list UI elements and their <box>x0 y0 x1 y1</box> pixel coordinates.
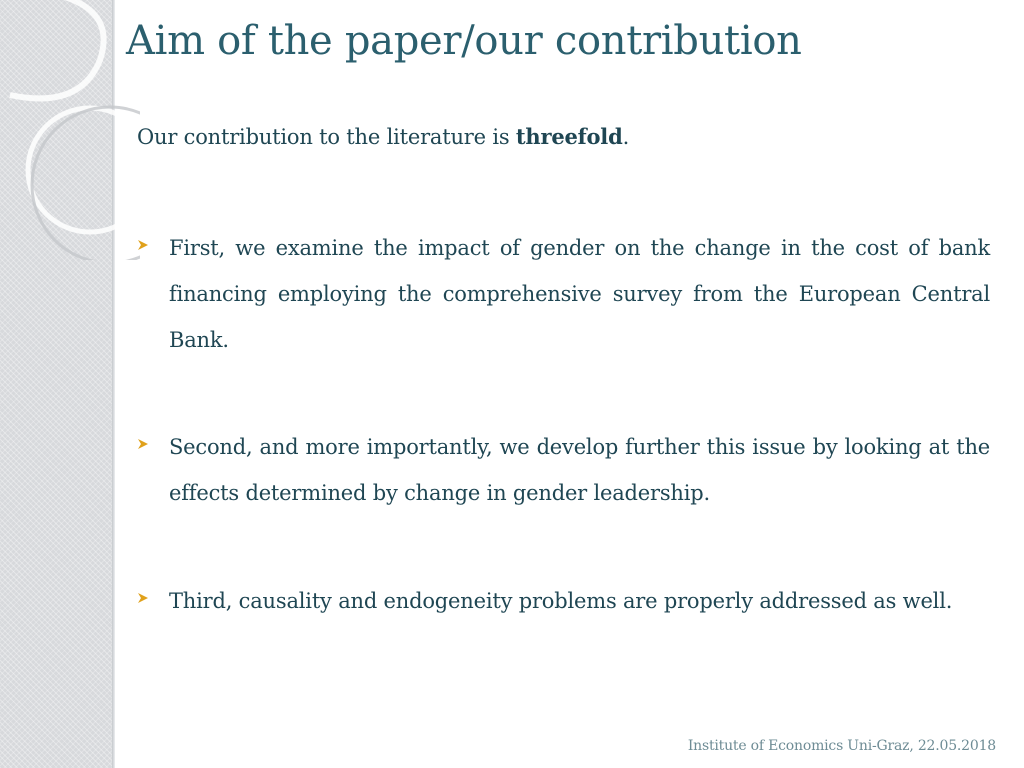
arrowhead-bullet-icon <box>137 438 149 450</box>
slide-footer: Institute of Economics Uni-Graz, 22.05.2018 <box>687 738 996 754</box>
bullet-text-third: Third, causality and endogeneity problems are properly addressed as well. <box>169 589 953 613</box>
intro-emphasis: threefold <box>515 124 623 149</box>
bullet-text-second: Second, and more importantly, we develop further this issue by looking at the effects determined by change in gender leadership. <box>169 435 990 505</box>
bullet-text-first: First, we examine the impact of gender on the change in the cost of bank financing employing the comprehensive survey from the European Central Bank. <box>169 236 990 352</box>
arrowhead-bullet-icon <box>137 239 149 251</box>
side-band-edge <box>112 0 115 768</box>
arrowhead-bullet-icon <box>137 592 149 604</box>
bullet-item-third <box>137 578 990 624</box>
intro-sentence <box>137 124 629 149</box>
slide-title: Aim of the paper/our contribution <box>126 18 802 64</box>
intro-prefix: Our contribution to the literature is <box>137 125 516 149</box>
decorative-side-band <box>0 0 112 768</box>
bullet-item-second <box>137 424 990 516</box>
bullet-item-first <box>137 225 990 363</box>
intro-suffix: . <box>622 125 630 149</box>
